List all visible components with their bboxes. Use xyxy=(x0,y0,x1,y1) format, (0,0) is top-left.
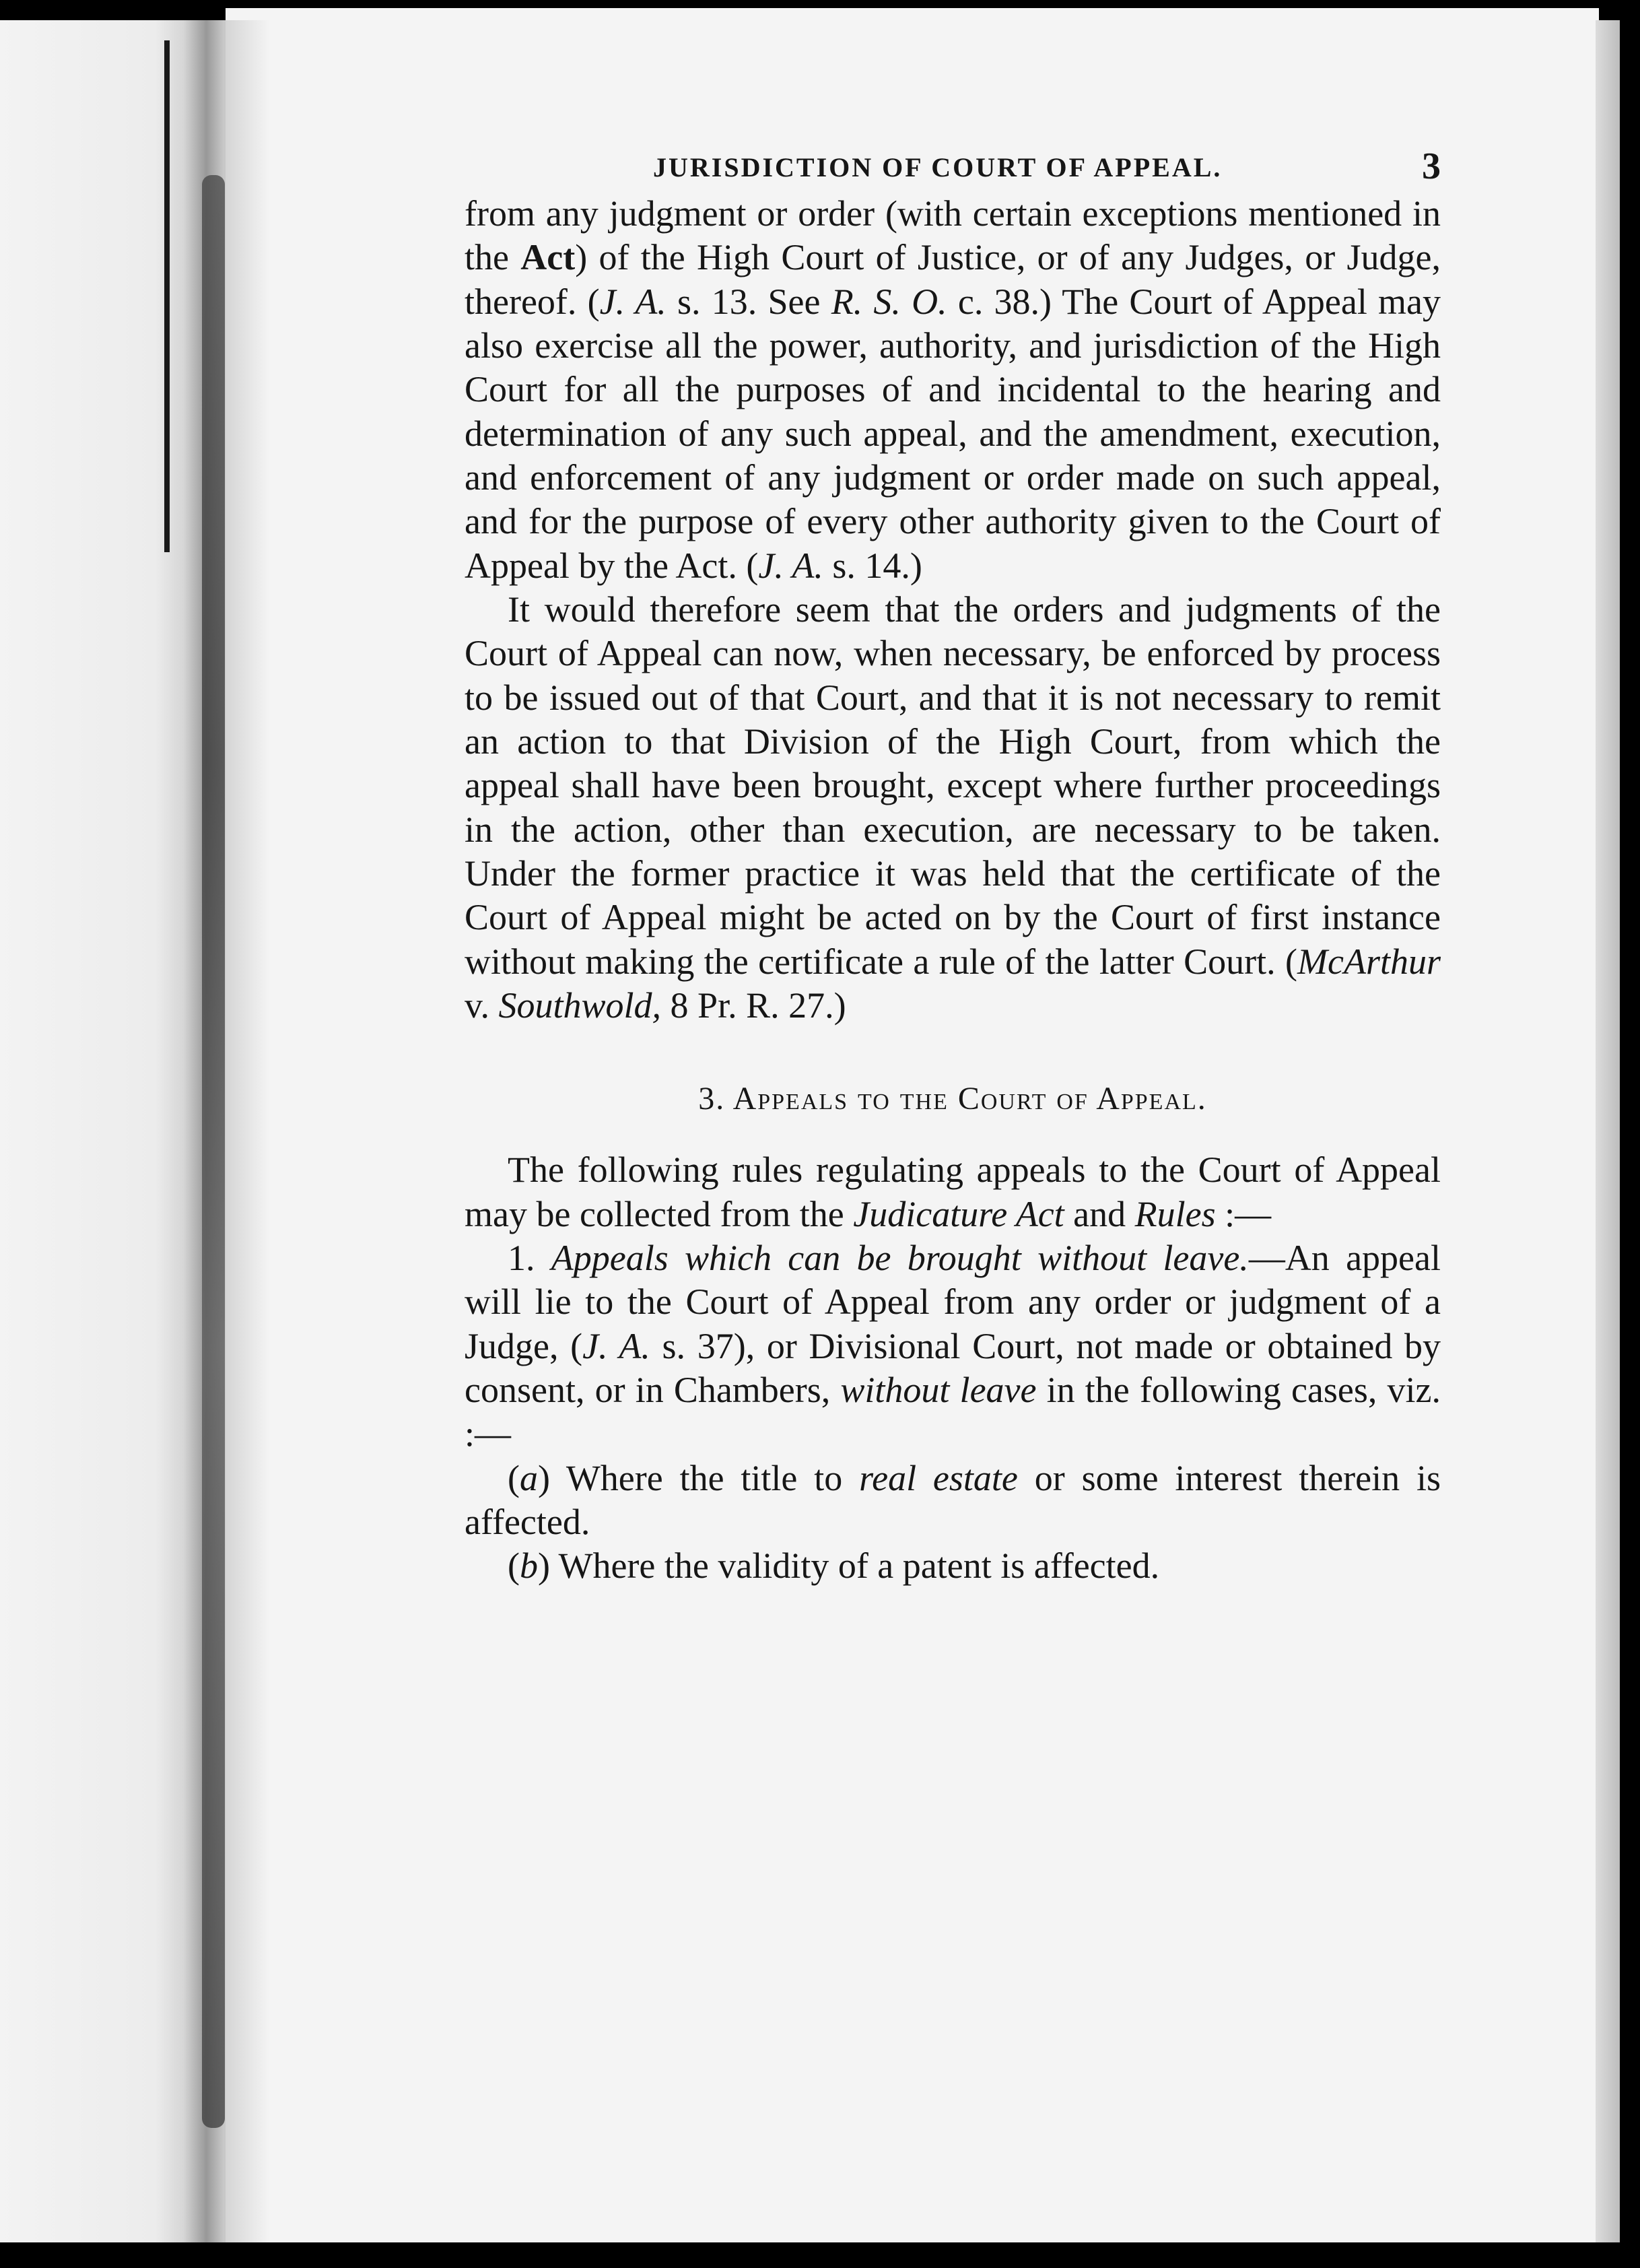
paragraph-jurisdiction: from any judgment or order (with certain exceptions mentioned in the Act) of the High Court of Justice, or of any Judges, or Judge, thereof. (J. A. s. 13. See R. S. O. c. 38.) The Court of Appeal may also exercise all the power, authority, and jurisdiction of the High Court for all the purposes of and incidental to the hearing and determination of any such appeal, and the amendment, execution, and enforcement of any judgment or order made on such appeal, and for the purpose of every other authority given to the Court of Appeal by the Act. (J. A. s. 14.) xyxy=(465,193,1441,586)
binding-shadow xyxy=(202,175,225,2128)
page-edge-shadow xyxy=(1596,20,1620,2242)
running-title: JURISDICTION OF COURT OF APPEAL. xyxy=(653,152,1223,182)
item-letter: a xyxy=(519,1457,538,1498)
paragraph-rule-1: 1. Appeals which can be brought without leave.—An appeal will lie to the Court of Appeal from any order or judgment of a Judge, (J. A. s. 37), or Divisional Court, not made or obtained by consent, or in Chambers, without leave in the following cases, viz. :— xyxy=(465,1237,1441,1455)
paragraph-rules-intro: The following rules regulating appeals to the Court of Appeal may be collected from the Judicature Act and Rules :— xyxy=(465,1149,1441,1234)
paragraph-enforcement: It would therefore seem that the orders and judgments of the Court of Appeal can now, when necessary, be enforced by process to be issued out of that Court, and that it is not necessary to remit an action to that Division of the High Court, from which the appeal shall have been brought, except where further proceedings in the action, other than execution, are necessary to be taken. Under the former practice it was held that the certificate of the Court of Appeal might be acted on by the Court of first instance without making the certificate a rule of the latter Court. (McArthur v. Southwold, 8 Pr. R. 27.) xyxy=(465,589,1441,1026)
citation: R. S. O. xyxy=(831,281,947,322)
page-content xyxy=(465,145,1441,1589)
italic-title: Judicature Act xyxy=(853,1193,1064,1234)
page-number: 3 xyxy=(1422,145,1441,187)
citation: J. A. xyxy=(758,545,823,586)
bold-act: Act xyxy=(520,237,576,278)
item-letter: b xyxy=(519,1545,538,1587)
running-head xyxy=(465,145,1441,192)
case-name: Southwold, xyxy=(498,985,662,1026)
spine-line xyxy=(164,40,170,552)
italic-phrase: without leave xyxy=(840,1369,1037,1410)
italic-title: Rules xyxy=(1134,1193,1216,1234)
rule-heading: Appeals which can be brought without leave. xyxy=(551,1237,1249,1278)
citation: J. A. xyxy=(599,281,667,322)
paragraph-case-b: (b) Where the validity of a patent is affected. xyxy=(508,1545,1160,1587)
section-heading: 3. Appeals to the Court of Appeal. xyxy=(698,1081,1207,1117)
case-name: McArthur xyxy=(1297,941,1441,982)
citation: J. A. xyxy=(582,1325,650,1366)
italic-phrase: real estate xyxy=(859,1457,1018,1498)
paragraph-case-a: (a) Where the title to real estate or some interest therein is affected. xyxy=(465,1457,1441,1542)
